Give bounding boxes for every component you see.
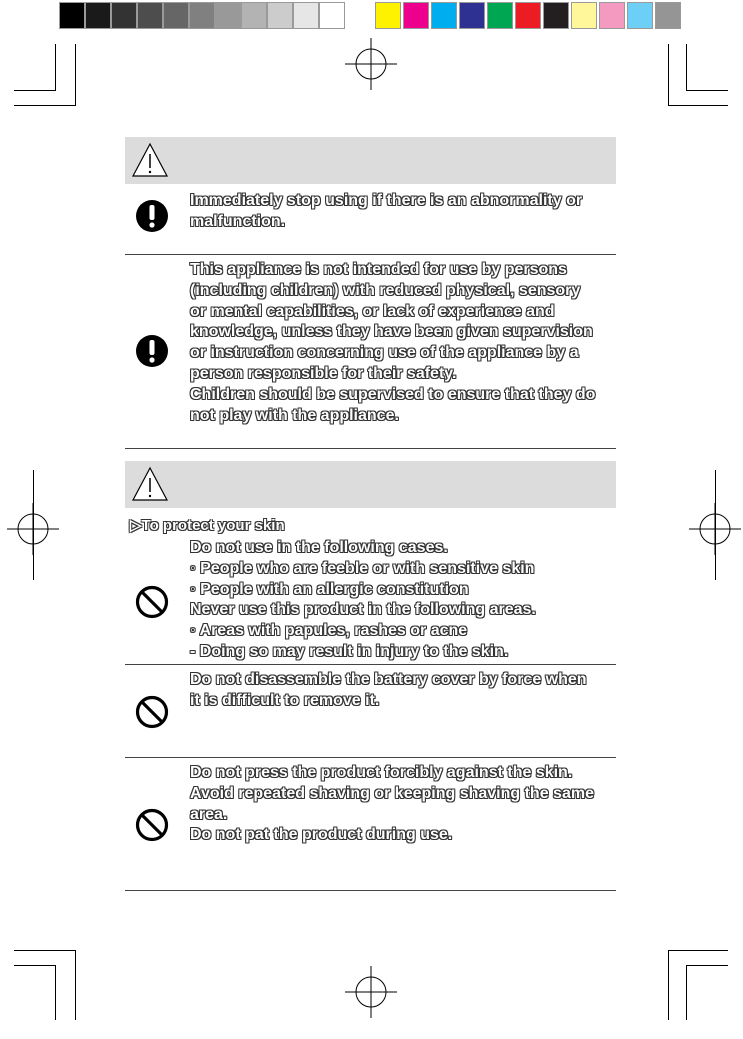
crop-mark <box>668 950 728 951</box>
gray-swatch <box>137 2 163 29</box>
mandatory-exclamation-icon <box>134 198 170 234</box>
crop-mark <box>14 90 56 91</box>
crop-mark <box>14 950 76 951</box>
crop-mark <box>14 965 56 966</box>
warning-header-bar <box>125 137 616 184</box>
prohibition-icon <box>134 694 170 730</box>
crop-mark <box>686 90 728 91</box>
warning-triangle-icon <box>130 465 170 503</box>
color-swatch <box>655 2 681 29</box>
color-swatch <box>487 2 513 29</box>
color-swatch <box>459 2 485 29</box>
registration-mark-icon <box>345 38 397 90</box>
warning-triangle-icon <box>130 141 170 179</box>
crop-mark <box>55 965 56 1020</box>
gray-swatch <box>215 2 241 29</box>
divider <box>125 757 616 758</box>
divider <box>125 448 616 449</box>
gray-swatch <box>189 2 215 29</box>
gray-swatch <box>163 2 189 29</box>
prohibition-icon <box>134 584 170 620</box>
divider <box>125 890 616 891</box>
crop-mark <box>14 105 76 106</box>
crop-mark <box>686 965 728 966</box>
triangle-marker-icon: ▷ <box>130 517 142 534</box>
caution-header-bar <box>125 461 616 508</box>
gray-swatch <box>319 2 345 29</box>
crop-mark <box>686 44 687 90</box>
divider <box>125 664 616 665</box>
registration-mark-icon <box>345 966 397 1018</box>
color-swatch <box>627 2 653 29</box>
color-swatch <box>515 2 541 29</box>
warning-item-1-text: Immediately stop using if there is an abnormality or malfunction. <box>190 192 583 230</box>
color-swatch <box>571 2 597 29</box>
crop-mark <box>668 950 669 1020</box>
color-swatch <box>403 2 429 29</box>
crop-mark <box>668 105 728 106</box>
caution-item-3-text: Do not press the product forcibly against the skin. Avoid repeated shaving or keeping shaving the same area. Do not pat the product during use. <box>190 764 594 844</box>
crop-mark <box>75 950 76 1020</box>
crop-mark <box>715 470 716 580</box>
subheading: ▷To protect your skin <box>130 517 285 534</box>
gray-swatch <box>111 2 137 29</box>
crop-mark <box>686 965 687 1020</box>
color-swatch <box>375 2 401 29</box>
prohibition-icon <box>134 807 170 843</box>
gray-swatch <box>241 2 267 29</box>
gray-swatch <box>85 2 111 29</box>
caution-item-2-text: Do not disassemble the battery cover by force when it is difficult to remove it. <box>190 671 587 709</box>
crop-mark <box>33 470 34 580</box>
color-swatch <box>599 2 625 29</box>
color-swatch <box>543 2 569 29</box>
gray-swatch <box>59 2 85 29</box>
gray-swatch <box>293 2 319 29</box>
crop-mark <box>55 44 56 90</box>
divider <box>125 254 616 255</box>
crop-mark <box>75 44 76 106</box>
color-swatch <box>431 2 457 29</box>
caution-item-1-text: Do not use in the following cases. ◦ People who are feeble or with sensitive skin ◦ People with an allergic constitution Never use this product in the following areas. ◦ Areas with papules, rashes or acne - Doing so may result in injury to the skin. <box>190 539 536 660</box>
crop-mark <box>668 44 669 106</box>
warning-item-2-text: This appliance is not intended for use by persons (including children) with reduced physical, sensory or mental capabilities, or lack of experience and knowledge, unless they have been given supervision or instruction concerning use of the appliance by a person responsible for their safety. Children should be supervised to ensure that they do not play with the appliance. <box>190 261 596 424</box>
gray-swatch <box>267 2 293 29</box>
mandatory-exclamation-icon <box>134 333 170 369</box>
